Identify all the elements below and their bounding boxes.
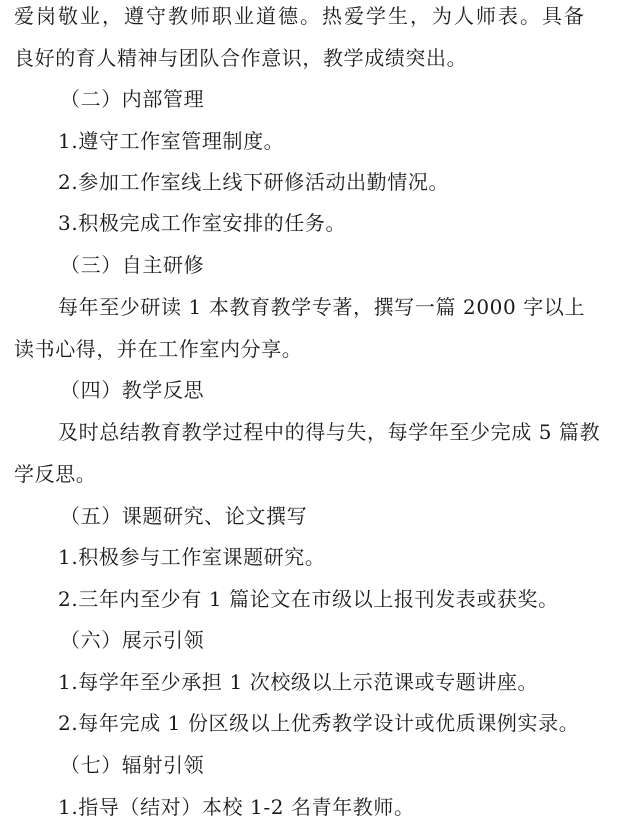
list-item: 2.每年完成 1 份区级以上优秀教学设计或优质课例实录。 (58, 711, 580, 735)
list-item: 2.三年内至少有 1 篇论文在市级以上报刊发表或获奖。 (58, 587, 559, 611)
paragraph-line: 读书心得，并在工作室内分享。 (14, 337, 303, 361)
list-item: 1.指导（结对）本校 1-2 名青年教师。 (58, 795, 415, 819)
section-heading: （二）内部管理 (60, 87, 205, 111)
list-item: 2.参加工作室线上线下研修活动出勤情况。 (58, 170, 450, 194)
section-heading: （五）课题研究、论文撰写 (60, 504, 308, 528)
list-item: 3.积极完成工作室安排的任务。 (58, 211, 347, 235)
paragraph-line: 每年至少研读 1 本教育教学专著，撰写一篇 2000 字以上 (58, 295, 586, 319)
list-item: 1.每学年至少承担 1 次校级以上示范课或专题讲座。 (58, 670, 539, 694)
section-heading: （七）辐射引领 (60, 753, 205, 777)
paragraph-line: 及时总结教育教学过程中的得与失，每学年至少完成 5 篇教 (58, 420, 601, 444)
section-heading: （六）展示引领 (60, 628, 205, 652)
list-item: 1.遵守工作室管理制度。 (58, 129, 285, 153)
paragraph-line: 良好的育人精神与团队合作意识，教学成绩突出。 (14, 46, 468, 70)
paragraph-line: 爱岗敬业，遵守教师职业道德。热爱学生，为人师表。具备 (14, 4, 586, 28)
section-heading: （四）教学反思 (60, 378, 205, 402)
section-heading: （三）自主研修 (60, 253, 205, 277)
paragraph-line: 学反思。 (14, 462, 97, 486)
list-item: 1.积极参与工作室课题研究。 (58, 545, 326, 569)
